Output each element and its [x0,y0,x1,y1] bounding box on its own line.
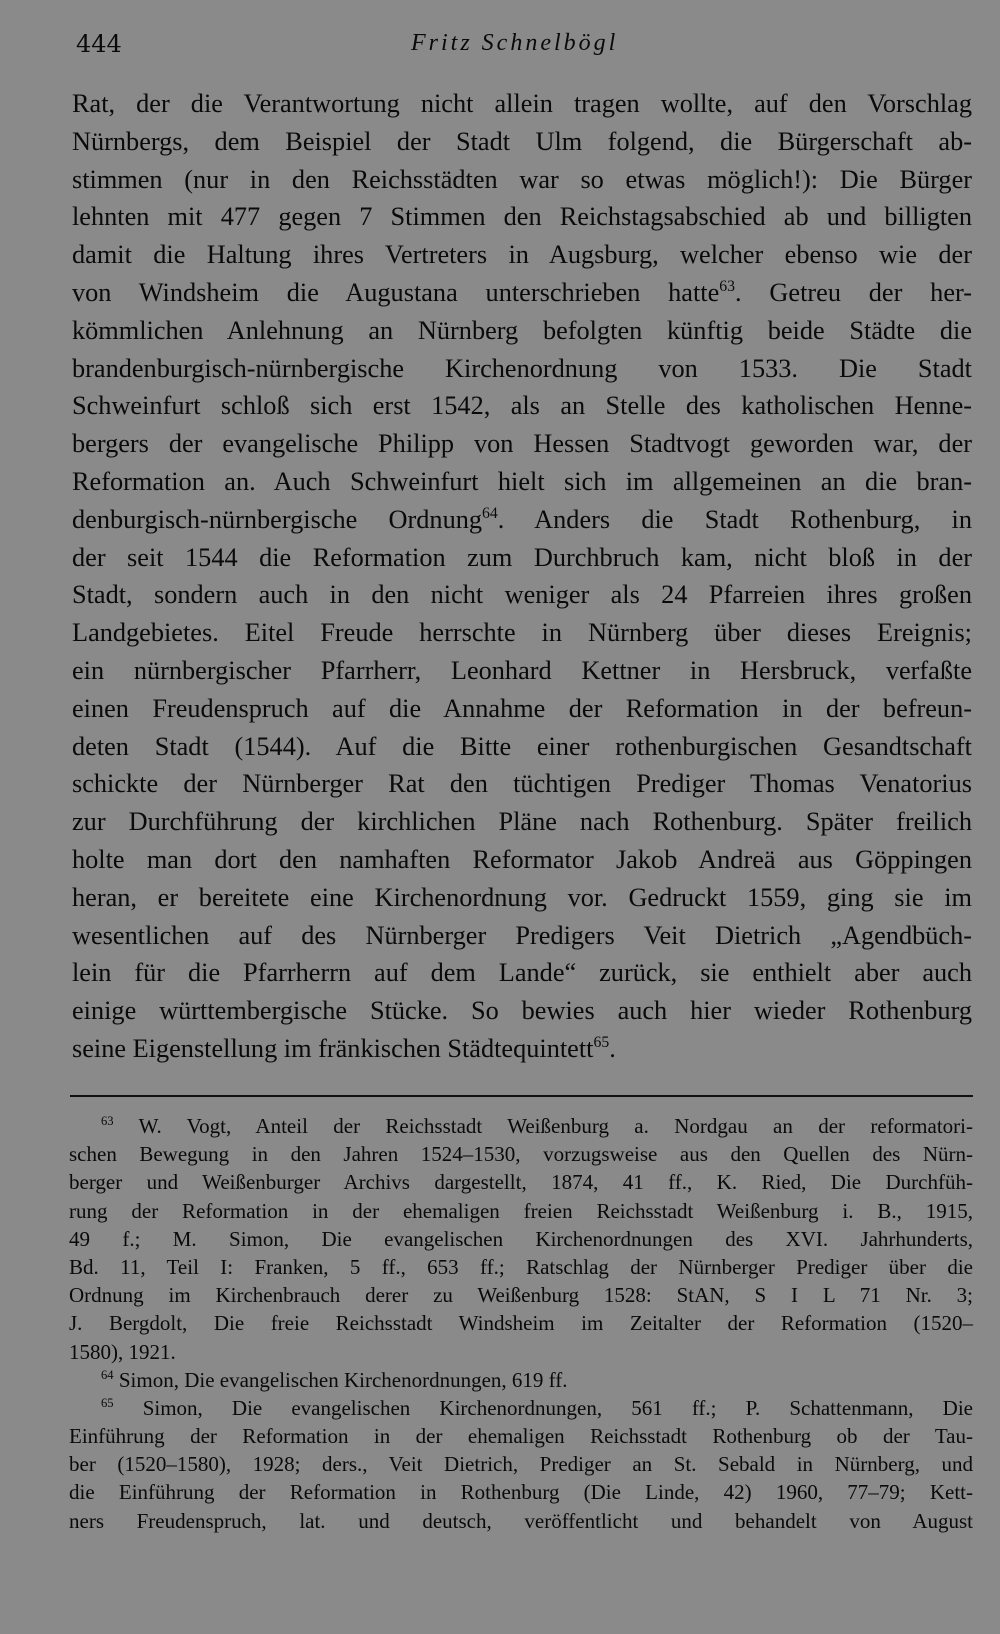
footnote-mark-64: 64 [101,1367,114,1382]
footnote-text: Simon, Die evangelischen Kirchenordnungen, 561 ff.; P. Schattenmann, Die [113,1395,973,1420]
text-line: holte man dort den namhaften Reformator Jakob Andreä aus Göppingen [72,844,972,874]
page-header [76,30,960,70]
footnote-65-line: ber (1520–1580), 1928; ders., Veit Dietrich, Prediger an St. Sebald in Nürnberg, und [69,1452,973,1477]
footnote-63-line: rung der Reformation in der ehemaligen freien Reichsstadt Weißenburg i. B., 1915, [69,1198,973,1223]
footnote-63-line: berger und Weißenburger Archivs dargestellt, 1874, 41 ff., K. Ried, Die Durchfüh- [69,1170,973,1195]
footnote-63-line [69,1112,973,1140]
text-segment: von Windsheim die Augustana unterschrieben hatte [72,277,720,307]
text-line: einen Freudenspruch auf die Annahme der Reformation in der befreun- [72,693,972,723]
text-line: brandenburgisch-nürnbergische Kirchenordnung von 1533. Die Stadt [72,353,972,383]
text-line: heran, er bereitete eine Kirchenordnung vor. Gedruckt 1559, ging sie im [72,882,972,912]
text-line: schickte der Nürnberger Rat den tüchtigen Prediger Thomas Venatorius [72,769,972,799]
text-line: Reformation an. Auch Schweinfurt hielt sich im allgemeinen an die bran- [72,466,972,496]
footnote-ref-65[interactable]: 65 [593,1034,610,1052]
footnote-64-line [69,1366,973,1394]
footnote-text: W. Vogt, Anteil der Reichsstadt Weißenburg a. Nordgau an der reformatori- [113,1114,973,1138]
page-number: 444 [76,30,122,58]
main-text [72,85,972,1068]
footnote-63-line: schen Bewegung in den Jahren 1524–1530, vorzugsweise aus den Quellen des Nürn- [69,1142,973,1167]
text-line: Rat, der die Verantwortung nicht allein tragen wollte, auf den Vorschlag [72,89,972,118]
text-line: ein nürnbergischer Pfarrherr, Leonhard Kettner in Hersbruck, verfaßte [72,655,972,685]
text-line [72,1030,972,1068]
footnote-ref-63[interactable]: 63 [719,278,736,296]
footnote-text: Simon, Die evangelischen Kirchenordnungen, 619 ff. [113,1367,568,1392]
text-line: damit die Haltung ihres Vertreters in Augsburg, welcher ebenso wie der [72,240,972,270]
text-segment: denburgisch-nürnbergische Ordnung [72,504,483,534]
footnote-divider [70,1095,973,1097]
text-line: Nürnbergs, dem Beispiel der Stadt Ulm folgend, die Bürgerschaft ab- [72,126,972,156]
text-line [72,501,972,539]
footnote-mark-65: 65 [101,1395,114,1410]
running-head: Fritz Schnelbögl [411,30,619,56]
text-segment: . Getreu der her- [735,277,972,307]
text-line: wesentlichen auf des Nürnberger Predigers Veit Dietrich „Agendbüch- [72,920,972,950]
text-line: deten Stadt (1544). Auf die Bitte einer rothenburgischen Gesandtschaft [72,731,972,761]
text-line: lehnten mit 477 gegen 7 Stimmen den Reichstagsabschied ab und billigten [72,202,972,232]
text-line [72,274,972,312]
text-line: stimmen (nur in den Reichsstädten war so etwas möglich!): Die Bürger [72,164,972,194]
footnote-63-line: J. Bergdolt, Die freie Reichsstadt Windsheim im Zeitalter der Reformation (1520– [69,1311,973,1336]
text-segment: . [609,1033,616,1063]
text-line: bergers der evangelische Philipp von Hessen Stadtvogt geworden war, der [72,429,972,459]
footnote-65-line: die Einführung der Reformation in Rothenburg (Die Linde, 42) 1960, 77–79; Kett- [69,1480,973,1505]
text-segment: . Anders die Stadt Rothenburg, in [497,504,972,534]
text-line: Schweinfurt schloß sich erst 1542, als an Stelle des katholischen Henne- [72,391,972,421]
footnote-ref-64[interactable]: 64 [482,505,498,522]
text-line: zur Durchführung der kirchlichen Pläne nach Rothenburg. Später freilich [72,807,972,837]
footnote-65-line: Einführung der Reformation in der ehemaligen Reichsstadt Rothenburg ob der Tau- [69,1424,973,1449]
text-line: Landgebietes. Eitel Freude herrschte in Nürnberg über dieses Ereignis; [72,618,972,648]
text-line: einige württembergische Stücke. So bewies auch hier wieder Rothenburg [72,996,972,1026]
footnote-63-line: 49 f.; M. Simon, Die evangelischen Kirchenordnungen des XVI. Jahrhunderts, [69,1226,973,1251]
footnote-63-line: Bd. 11, Teil I: Franken, 5 ff., 653 ff.; Ratschlag der Nürnberger Prediger über die [69,1254,973,1279]
footnote-65-line [69,1394,973,1422]
footnote-mark-63: 63 [101,1114,114,1128]
text-line: der seit 1544 die Reformation zum Durchbruch kam, nicht bloß in der [72,542,972,572]
footnote-63-line: Ordnung im Kirchenbrauch derer zu Weißenburg 1528: StAN, S I L 71 Nr. 3; [69,1283,973,1308]
footnote-65-line: ners Freudenspruch, lat. und deutsch, veröffentlicht und behandelt von August [69,1508,973,1533]
text-segment: seine Eigenstellung im fränkischen Städtequintett [72,1033,594,1063]
text-line: lein für die Pfarrherrn auf dem Lande“ zurück, sie enthielt aber auch [72,958,972,988]
footnote-63-line: 1580), 1921. [69,1339,176,1364]
text-line: Stadt, sondern auch in den nicht weniger als 24 Pfarreien ihres großen [72,580,972,610]
text-line: kömmlichen Anlehnung an Nürnberg befolgten künftig beide Städte die [72,315,972,345]
footnotes [69,1112,973,1535]
